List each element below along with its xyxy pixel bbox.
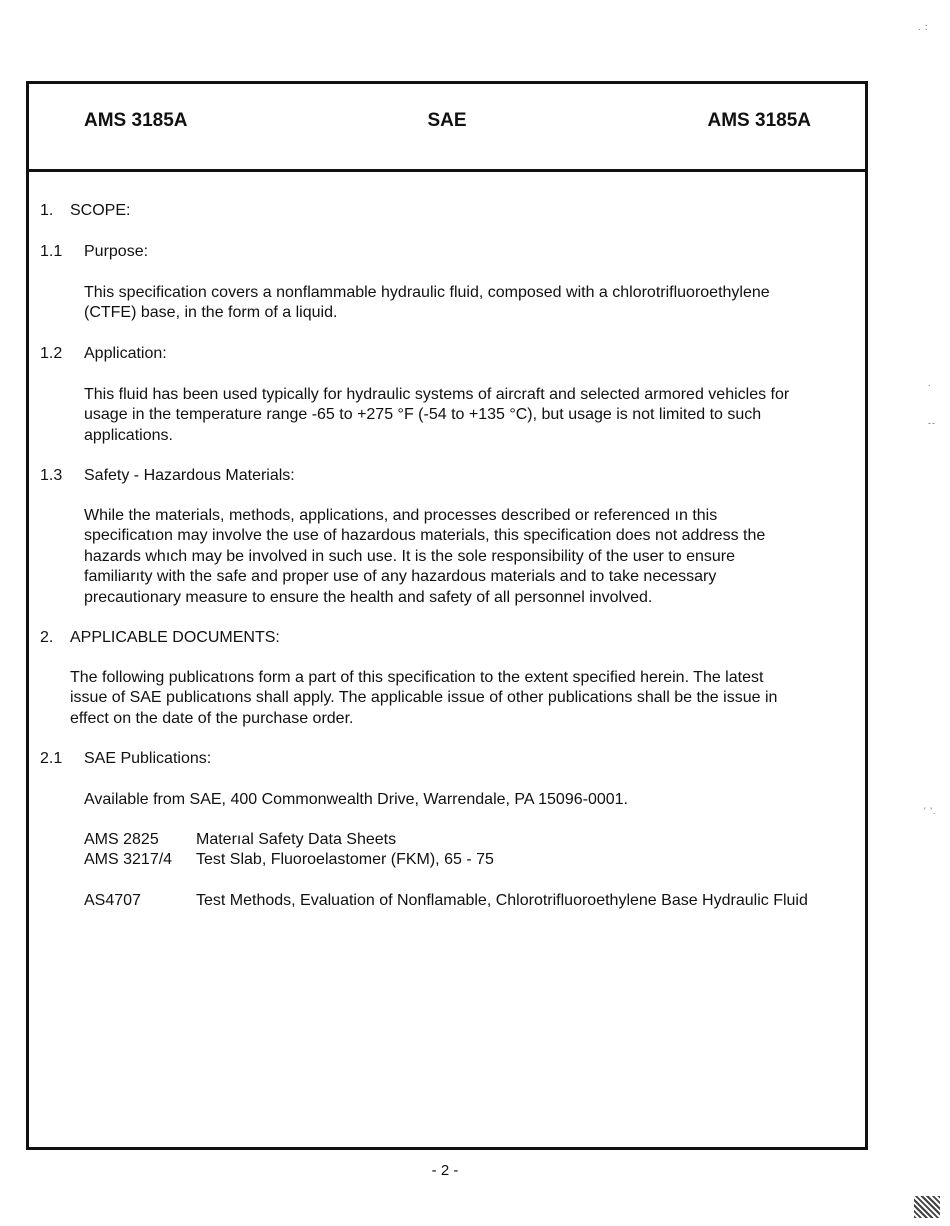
application-paragraph (84, 385, 841, 446)
purpose-paragraph (84, 283, 841, 324)
text-line: hazards whıch may be involved in such use. It is the sole responsibility of the user to ensure (84, 547, 736, 565)
section-number: 2.1 (40, 750, 63, 767)
text-line: usage in the temperature range -65 to +275 °F (-54 to +135 °C), but usage is not limited to such (84, 406, 762, 424)
section-title: APPLICABLE DOCUMENTS: (70, 629, 280, 646)
scan-speck: ' '. (924, 806, 937, 816)
reference-title: Materıal Safety Data Sheets (196, 831, 397, 848)
scan-stamp-mark (914, 1196, 940, 1218)
text-line: The following publicatıons form a part of this specification to the extent specified herein. The latest (70, 669, 764, 686)
text-line: While the materials, methods, applications, and processes described or referenced ın this (84, 507, 718, 524)
scan-speck: . : (918, 22, 929, 32)
page-number: - 2 - (431, 1162, 459, 1179)
page-frame (26, 81, 868, 1150)
text-line: applications. (84, 426, 173, 444)
reference-code: AMS 3217/4 (84, 851, 173, 868)
text-line: precautionary measure to ensure the health and safety of all personnel involved. (84, 588, 653, 606)
text-line: issue of SAE publicatıons shall apply. The applicable issue of other publications shall be the issue in (70, 689, 778, 707)
section-number: 1.2 (40, 345, 63, 362)
reference-code: AMS 2825 (84, 831, 159, 848)
header-org: SAE (427, 110, 467, 131)
section-title: Purpose: (84, 243, 149, 260)
section-number: 1.3 (40, 467, 63, 484)
text-line: This fluid has been used typically for hydraulic systems of aircraft and selected armored vehicles for (84, 386, 790, 403)
availability-line: Available from SAE, 400 Commonwealth Drive, Warrendale, PA 15096-0001. (84, 791, 628, 808)
header-spec-left: AMS 3185A (84, 110, 188, 131)
header-spec-right: AMS 3185A (707, 110, 811, 131)
section-title: SAE Publications: (84, 750, 212, 767)
text-line: This specification covers a nonflammable hydraulic fluid, composed with a chlorotrifluoroethylene (84, 284, 770, 301)
text-line: familiarıty with the safe and proper use of any hazardous materials and to take necessary (84, 568, 717, 586)
text-line: (CTFE) base, in the form of a liquid. (84, 304, 338, 322)
reference-title: Test Slab, Fluoroelastomer (FKM), 65 - 75 (196, 851, 494, 868)
section-number: 2. (40, 629, 54, 646)
text-line: specificatıon may involve the use of hazardous materials, this specification does not address the (84, 527, 766, 545)
scan-speck: . (928, 378, 932, 388)
safety-paragraph (84, 506, 841, 608)
reference-title: Test Methods, Evaluation of Nonflamable, Chlorotrifluoroethylene Base Hydraulic Fluid (196, 892, 808, 909)
section-number: 1. (40, 202, 54, 219)
section-number: 1.1 (40, 243, 63, 260)
section-title: SCOPE: (70, 202, 131, 219)
applicable-documents-paragraph (70, 668, 841, 729)
document-header (29, 84, 865, 172)
reference-code: AS4707 (84, 892, 141, 909)
text-line: effect on the date of the purchase order. (70, 709, 354, 727)
scan-speck: -- (928, 418, 936, 428)
section-title: Safety - Hazardous Materials: (84, 467, 295, 484)
section-title: Application: (84, 345, 167, 362)
